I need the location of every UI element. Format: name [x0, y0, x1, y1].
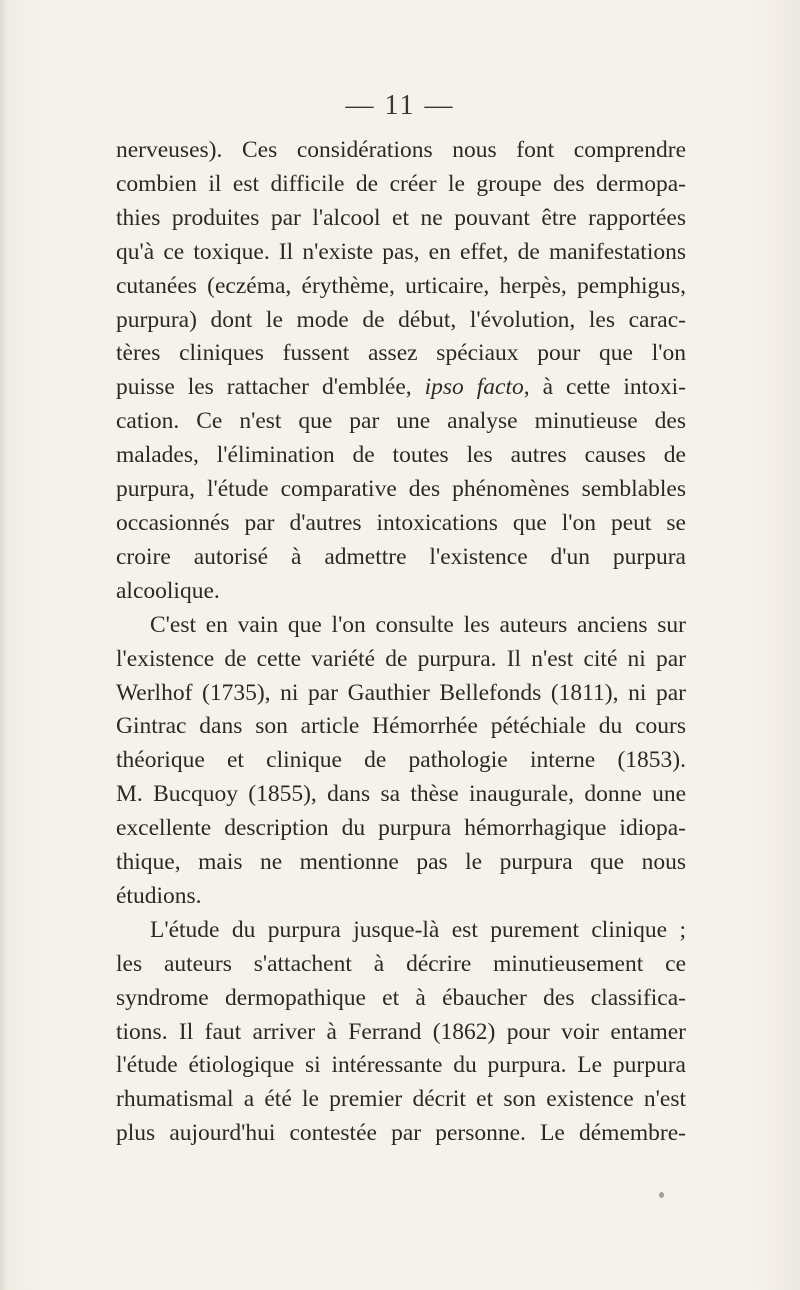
text-line: l'étude étiologique si intéressante du purpura. Le purpura: [116, 1052, 686, 1079]
text-line: excellente description du purpura hémorrhagique idiopa-: [116, 815, 686, 842]
text-line: purpura, l'étude comparative des phénomènes semblables: [116, 476, 686, 503]
text-line: occasionnés par d'autres intoxications que l'on peut se: [116, 509, 686, 536]
text-line: M. Bucquoy (1855), dans sa thèse inaugurale, donne une: [116, 781, 686, 808]
text-line: qu'à ce toxique. Il n'existe pas, en effet, de manifestations: [116, 238, 686, 265]
text-line: malades, l'élimination de toutes les autres causes de: [116, 442, 686, 469]
text-line: puisse les rattacher d'emblée, ipso facto, à cette intoxi-: [116, 374, 686, 401]
text-line: cation. Ce n'est que par une analyse minutieuse des: [116, 408, 686, 435]
ink-speck: [659, 1192, 664, 1198]
body-text: [116, 134, 686, 1151]
text-line: purpura) dont le mode de début, l'évolution, les carac-: [116, 306, 686, 333]
text-line: tères cliniques fussent assez spéciaux pour que l'on: [116, 340, 686, 367]
text-line: théorique et clinique de pathologie interne (1853).: [116, 747, 686, 774]
page-number: — 11 —: [345, 90, 455, 121]
paragraph-2: [116, 609, 686, 914]
text-line: les auteurs s'attachent à décrire minutieusement ce: [116, 950, 686, 977]
text-line: Gintrac dans son article Hémorrhée pétéchiale du cours: [116, 713, 686, 740]
text-line: L'étude du purpura jusque-là est purement clinique ;: [150, 916, 686, 943]
text-line: croire autorisé à admettre l'existence d'un purpura: [116, 543, 686, 570]
text-line: alcoolique.: [116, 577, 220, 604]
text-line: thies produites par l'alcool et ne pouvant être rapportées: [116, 204, 686, 231]
text-line: thique, mais ne mentionne pas le purpura que nous: [116, 849, 686, 876]
text-line: plus aujourd'hui contestée par personne. Le démembre-: [116, 1120, 686, 1147]
text-line: cutanées (eczéma, érythème, urticaire, herpès, pemphigus,: [116, 272, 686, 299]
text-line: rhumatismal a été le premier décrit et son existence n'est: [116, 1086, 686, 1113]
text-line: Werlhof (1735), ni par Gauthier Bellefonds (1811), ni par: [116, 679, 686, 706]
text-line: l'existence de cette variété de purpura. Il n'est cité ni par: [116, 645, 686, 672]
page-edge-shadow: [0, 0, 8, 1290]
text-line: combien il est difficile de créer le groupe des dermopa-: [116, 170, 686, 197]
paragraph-1: [116, 134, 686, 609]
text-line: tions. Il faut arriver à Ferrand (1862) pour voir entamer: [116, 1018, 686, 1045]
text-line: étudions.: [116, 882, 202, 909]
text-line: C'est en vain que l'on consulte les auteurs anciens sur: [150, 611, 686, 638]
text-line: nerveuses). Ces considérations nous font comprendre: [116, 137, 686, 163]
text-line: syndrome dermopathique et à ébaucher des classifica-: [116, 984, 686, 1011]
paragraph-3: [116, 914, 686, 1151]
